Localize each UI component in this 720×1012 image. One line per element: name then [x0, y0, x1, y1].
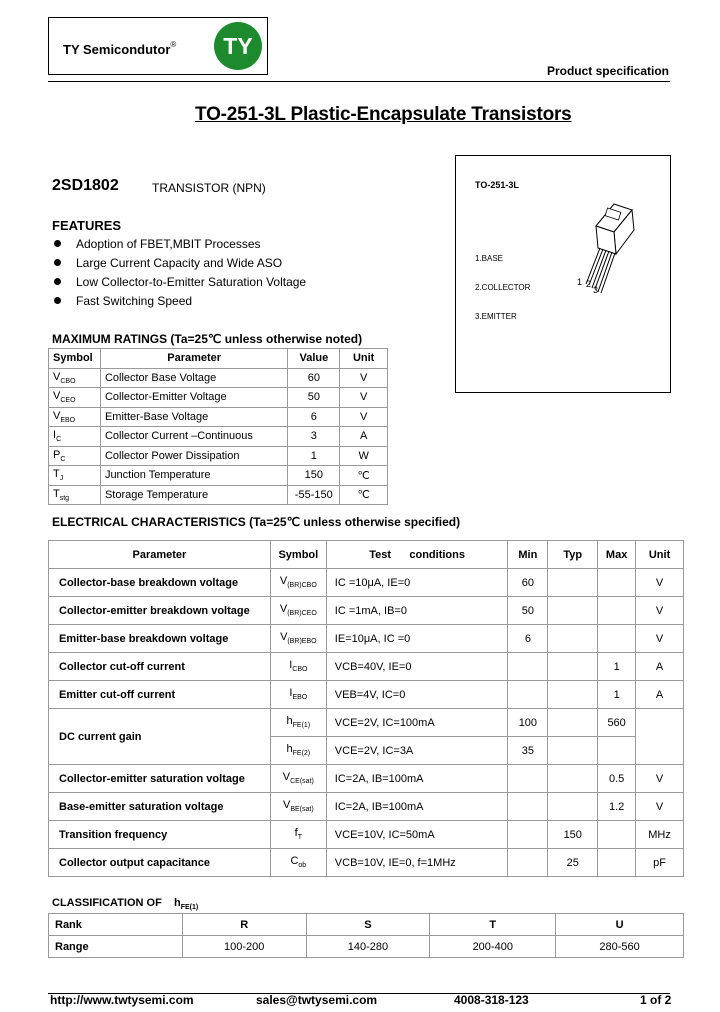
condition-cell: IC=2A, IB=100mA: [326, 765, 508, 793]
electrical-title: ELECTRICAL CHARACTERISTICS (Ta=25℃ unless otherwise specified): [52, 515, 461, 529]
parameter-cell: Transition frequency: [49, 821, 271, 849]
symbol-cell: $T_{stg}$: [49, 485, 101, 505]
condition-cell: VCB=40V, IE=0: [326, 653, 508, 681]
table-row: [49, 569, 684, 597]
features-title: FEATURES: [52, 218, 122, 233]
table-row: [49, 485, 388, 505]
value-cell: -55-150: [288, 485, 340, 505]
unit-cell: A: [636, 653, 684, 681]
max-ratings-title: MAXIMUM RATINGS (Ta=25℃ unless otherwise noted): [52, 332, 363, 346]
table-row: [49, 936, 684, 958]
value-cell: 150: [288, 466, 340, 486]
table-row: [49, 793, 684, 821]
max-ratings-table: [48, 348, 388, 505]
unit-cell: V: [340, 407, 388, 427]
value-cell: 60: [288, 368, 340, 388]
pin-number: 1: [577, 277, 583, 287]
min-cell: 35: [508, 737, 548, 765]
unit-cell: V: [636, 569, 684, 597]
symbol-cell: $C_{ob}$: [270, 849, 326, 877]
rank-label: Rank: [49, 914, 183, 936]
unit-cell: pF: [636, 849, 684, 877]
min-cell: [508, 849, 548, 877]
rank-cell: T: [430, 914, 556, 936]
table-row: [49, 709, 684, 737]
pin-label-collector: 2.COLLECTOR: [475, 283, 531, 292]
unit-cell: MHz: [636, 821, 684, 849]
range-cell: 280-560: [556, 936, 684, 958]
symbol-cell: $V_{(BR)EBO}$: [270, 625, 326, 653]
value-cell: 1: [288, 446, 340, 466]
parameter-cell: Collector-emitter breakdown voltage: [49, 597, 271, 625]
features-list: [54, 236, 306, 312]
column-header: Parameter: [100, 349, 287, 369]
min-cell: 100: [508, 709, 548, 737]
parameter-cell: Emitter-base breakdown voltage: [49, 625, 271, 653]
package-title: TO-251-3L: [475, 180, 519, 190]
unit-cell: ℃: [340, 485, 388, 505]
column-header: Unit: [340, 349, 388, 369]
table-row: [49, 681, 684, 709]
footer-email[interactable]: sales@twtysemi.com: [256, 993, 378, 1007]
unit-cell: V: [636, 765, 684, 793]
typ-cell: 150: [548, 821, 598, 849]
footer-phone: 4008-318-123: [454, 993, 529, 1007]
parameter-cell: Base-emitter saturation voltage: [49, 793, 271, 821]
parameter-cell: Collector-base breakdown voltage: [49, 569, 271, 597]
unit-cell: V: [636, 793, 684, 821]
min-cell: 50: [508, 597, 548, 625]
parameter-cell: Collector Base Voltage: [100, 368, 287, 388]
parameter-cell: Emitter-Base Voltage: [100, 407, 287, 427]
max-cell: 1: [598, 681, 636, 709]
symbol-cell: $I_C$: [49, 427, 101, 447]
min-cell: [508, 653, 548, 681]
badge-text: TY: [223, 33, 253, 59]
unit-cell: ℃: [340, 466, 388, 486]
parameter-cell: Collector-Emitter Voltage: [100, 388, 287, 408]
symbol-cell: $V_{(BR)CEO}$: [270, 597, 326, 625]
symbol-cell: $V_{CE(sat)}$: [270, 765, 326, 793]
range-cell: 200-400: [430, 936, 556, 958]
classification-table: [48, 913, 684, 958]
symbol-cell: $I_{EBO}$: [270, 681, 326, 709]
column-header: Min: [508, 541, 548, 569]
unit-cell: V: [636, 597, 684, 625]
symbol-cell: $V_{BE(sat)}$: [270, 793, 326, 821]
bullet-icon: [54, 297, 61, 304]
range-cell: 100-200: [182, 936, 306, 958]
table-row: [49, 821, 684, 849]
pin-label-emitter: 3.EMITTER: [475, 312, 517, 321]
typ-cell: [548, 709, 598, 737]
min-cell: [508, 765, 548, 793]
part-description: TRANSISTOR (NPN): [152, 181, 266, 195]
max-cell: [598, 597, 636, 625]
feature-item: Large Current Capacity and Wide ASO: [54, 255, 306, 274]
column-header: Typ: [548, 541, 598, 569]
symbol-cell: $V_{(BR)CBO}$: [270, 569, 326, 597]
footer-page-number: 1 of 2: [640, 993, 672, 1007]
typ-cell: [548, 681, 598, 709]
condition-cell: IE=10μA, IC =0: [326, 625, 508, 653]
condition-cell: IC =1mA, IB=0: [326, 597, 508, 625]
table-row: [49, 368, 388, 388]
max-cell: 1: [598, 653, 636, 681]
condition-cell: VEB=4V, IC=0: [326, 681, 508, 709]
header-divider: [48, 81, 670, 82]
table-row: [49, 765, 684, 793]
parameter-cell: DC current gain: [49, 709, 271, 765]
package-diagram: [455, 155, 671, 393]
parameter-cell: Junction Temperature: [100, 466, 287, 486]
parameter-cell: Collector output capacitance: [49, 849, 271, 877]
pin-number: 3: [593, 285, 599, 295]
table-row: [49, 466, 388, 486]
min-cell: [508, 681, 548, 709]
min-cell: 6: [508, 625, 548, 653]
value-cell: 3: [288, 427, 340, 447]
typ-cell: [548, 653, 598, 681]
max-cell: [598, 821, 636, 849]
max-cell: [598, 849, 636, 877]
unit-cell: A: [340, 427, 388, 447]
rank-cell: S: [306, 914, 430, 936]
column-header: Unit: [636, 541, 684, 569]
typ-cell: [548, 597, 598, 625]
electrical-characteristics-table: [48, 540, 684, 877]
rank-cell: U: [556, 914, 684, 936]
unit-cell: [636, 709, 684, 765]
table-row: [49, 914, 684, 936]
typ-cell: [548, 625, 598, 653]
max-cell: [598, 569, 636, 597]
max-cell: [598, 625, 636, 653]
table-row: [49, 427, 388, 447]
typ-cell: [548, 737, 598, 765]
bullet-icon: [54, 259, 61, 266]
page-title: TO-251-3L Plastic-Encapsulate Transistors: [195, 104, 572, 125]
value-cell: 6: [288, 407, 340, 427]
table-row: [49, 388, 388, 408]
classification-title: CLASSIFICATION OF $h_{FE(1)}$: [52, 897, 199, 912]
column-header: Test conditions: [326, 541, 508, 569]
symbol-cell: $P_C$: [49, 446, 101, 466]
footer-url[interactable]: http://www.twtysemi.com: [50, 993, 194, 1007]
symbol-cell: $h_{FE(1)}$: [270, 709, 326, 737]
column-header: Symbol: [49, 349, 101, 369]
min-cell: [508, 821, 548, 849]
pin-number: 2: [586, 279, 592, 289]
ty-badge-icon: [212, 20, 264, 72]
condition-cell: VCB=10V, IE=0, f=1MHz: [326, 849, 508, 877]
company-logo: [48, 17, 268, 75]
column-header: Symbol: [270, 541, 326, 569]
column-header: Parameter: [49, 541, 271, 569]
feature-item: Low Collector-to-Emitter Saturation Voltage: [54, 274, 306, 293]
symbol-cell: $V_{CBO}$: [49, 368, 101, 388]
bullet-icon: [54, 240, 61, 247]
table-row: [49, 849, 684, 877]
unit-cell: A: [636, 681, 684, 709]
symbol-cell: $V_{EBO}$: [49, 407, 101, 427]
table-header-row: [49, 349, 388, 369]
max-cell: 1.2: [598, 793, 636, 821]
parameter-cell: Collector Current –Continuous: [100, 427, 287, 447]
max-cell: [598, 737, 636, 765]
typ-cell: 25: [548, 849, 598, 877]
condition-cell: VCE=2V, IC=100mA: [326, 709, 508, 737]
feature-item: Fast Switching Speed: [54, 293, 306, 312]
min-cell: [508, 793, 548, 821]
symbol-cell: $V_{CEO}$: [49, 388, 101, 408]
parameter-cell: Collector-emitter saturation voltage: [49, 765, 271, 793]
typ-cell: [548, 793, 598, 821]
condition-cell: IC =10μA, IE=0: [326, 569, 508, 597]
table-row: [49, 407, 388, 427]
table-header-row: [49, 541, 684, 569]
company-name: TY Semicondutor®: [63, 40, 177, 57]
max-cell: 0.5: [598, 765, 636, 793]
table-row: [49, 597, 684, 625]
table-row: [49, 625, 684, 653]
parameter-cell: Storage Temperature: [100, 485, 287, 505]
parameter-cell: Collector cut-off current: [49, 653, 271, 681]
range-label: Range: [49, 936, 183, 958]
transistor-package-icon: [574, 196, 644, 296]
condition-cell: IC=2A, IB=100mA: [326, 793, 508, 821]
column-header: Max: [598, 541, 636, 569]
symbol-cell: $I_{CBO}$: [270, 653, 326, 681]
condition-cell: VCE=10V, IC=50mA: [326, 821, 508, 849]
product-spec-label: Product specification: [546, 64, 669, 78]
min-cell: 60: [508, 569, 548, 597]
condition-cell: VCE=2V, IC=3A: [326, 737, 508, 765]
symbol-cell: $h_{FE(2)}$: [270, 737, 326, 765]
symbol-cell: $T_J$: [49, 466, 101, 486]
table-row: [49, 446, 388, 466]
typ-cell: [548, 765, 598, 793]
feature-item: Adoption of FBET,MBIT Processes: [54, 236, 306, 255]
unit-cell: V: [340, 388, 388, 408]
parameter-cell: Emitter cut-off current: [49, 681, 271, 709]
part-number: 2SD1802: [52, 177, 119, 194]
bullet-icon: [54, 278, 61, 285]
unit-cell: V: [340, 368, 388, 388]
column-header: Value: [288, 349, 340, 369]
rank-cell: R: [182, 914, 306, 936]
typ-cell: [548, 569, 598, 597]
table-row: [49, 653, 684, 681]
range-cell: 140-280: [306, 936, 430, 958]
unit-cell: W: [340, 446, 388, 466]
symbol-cell: $f_T$: [270, 821, 326, 849]
max-cell: 560: [598, 709, 636, 737]
unit-cell: V: [636, 625, 684, 653]
value-cell: 50: [288, 388, 340, 408]
pin-label-base: 1.BASE: [475, 254, 504, 263]
parameter-cell: Collector Power Dissipation: [100, 446, 287, 466]
registered-mark: ®: [170, 40, 177, 49]
